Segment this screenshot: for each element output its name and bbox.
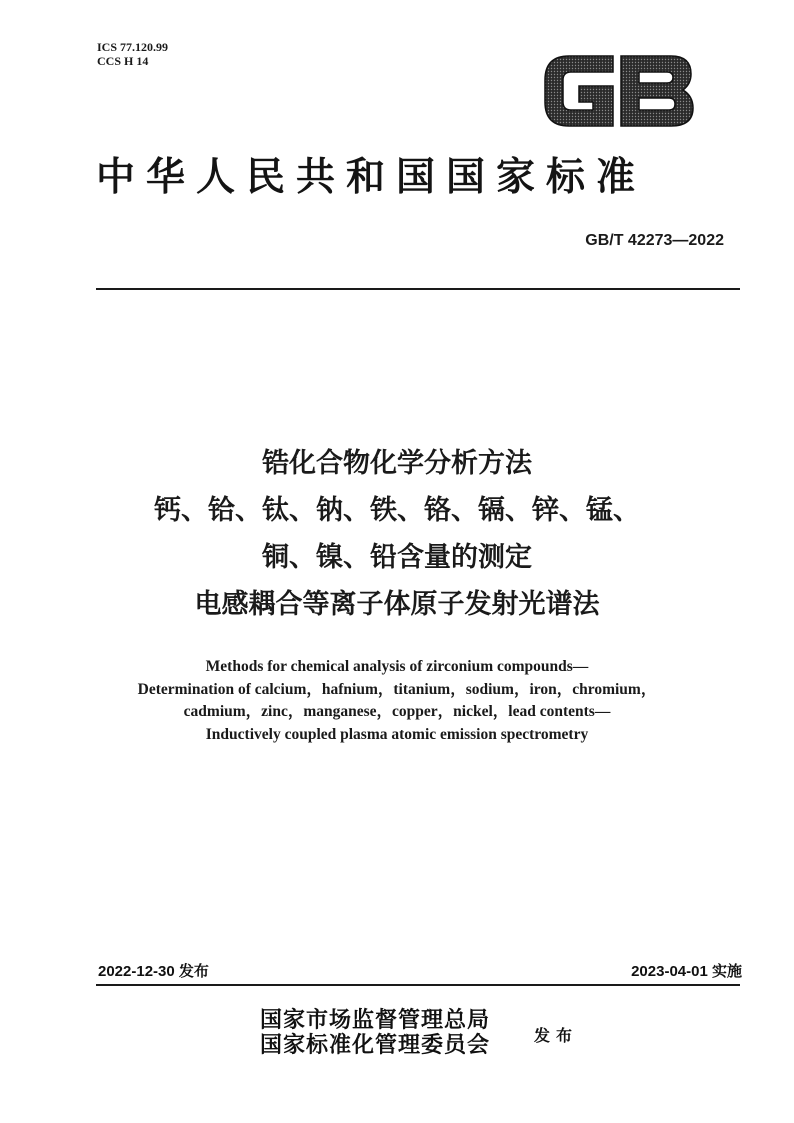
chinese-title-line: 钙、铪、钛、钠、铁、铬、镉、锌、锰、 bbox=[154, 495, 640, 526]
ics-code: ICS 77.120.99 bbox=[97, 40, 169, 54]
publish-label: 发布 bbox=[534, 1026, 579, 1045]
classification-codes bbox=[97, 40, 168, 68]
gb-logo-b-shape bbox=[621, 56, 693, 126]
chinese-title-line: 铜、镍、铅含量的测定 bbox=[262, 542, 532, 573]
implementation-date: 2023-04-01 实施 bbox=[631, 963, 742, 980]
chinese-title-line: 锆化合物化学分析方法 bbox=[262, 448, 532, 479]
issuer-samr: 国家市场监督管理总局 bbox=[260, 1007, 491, 1033]
issuing-organizations bbox=[260, 1008, 490, 1058]
standard-category-title: 中华人民共和国国家标准 bbox=[96, 155, 647, 200]
gb-logo bbox=[541, 52, 697, 130]
english-title-line: Methods for chemical analysis of zirconium compounds— bbox=[205, 658, 589, 675]
chinese-title bbox=[60, 440, 734, 628]
english-title-line: cadmium，zinc，manganese，copper，nickel，lead contents— bbox=[183, 703, 611, 720]
bottom-divider bbox=[96, 984, 740, 986]
standard-number: GB/T 42273—2022 bbox=[585, 232, 724, 249]
chinese-title-line: 电感耦合等离子体原子发射光谱法 bbox=[194, 589, 600, 620]
english-title-line: Determination of calcium，hafnium，titanium，sodium，iron，chromium， bbox=[137, 680, 657, 698]
issue-date: 2022-12-30 发布 bbox=[98, 963, 209, 980]
english-title bbox=[60, 656, 734, 746]
issuer-sac: 国家标准化管理委员会 bbox=[260, 1032, 491, 1058]
gb-logo-g-shape bbox=[545, 56, 613, 126]
ccs-code: CCS H 14 bbox=[97, 54, 149, 68]
top-divider bbox=[96, 288, 740, 290]
english-title-line: Inductively coupled plasma atomic emission spectrometry bbox=[205, 725, 589, 743]
